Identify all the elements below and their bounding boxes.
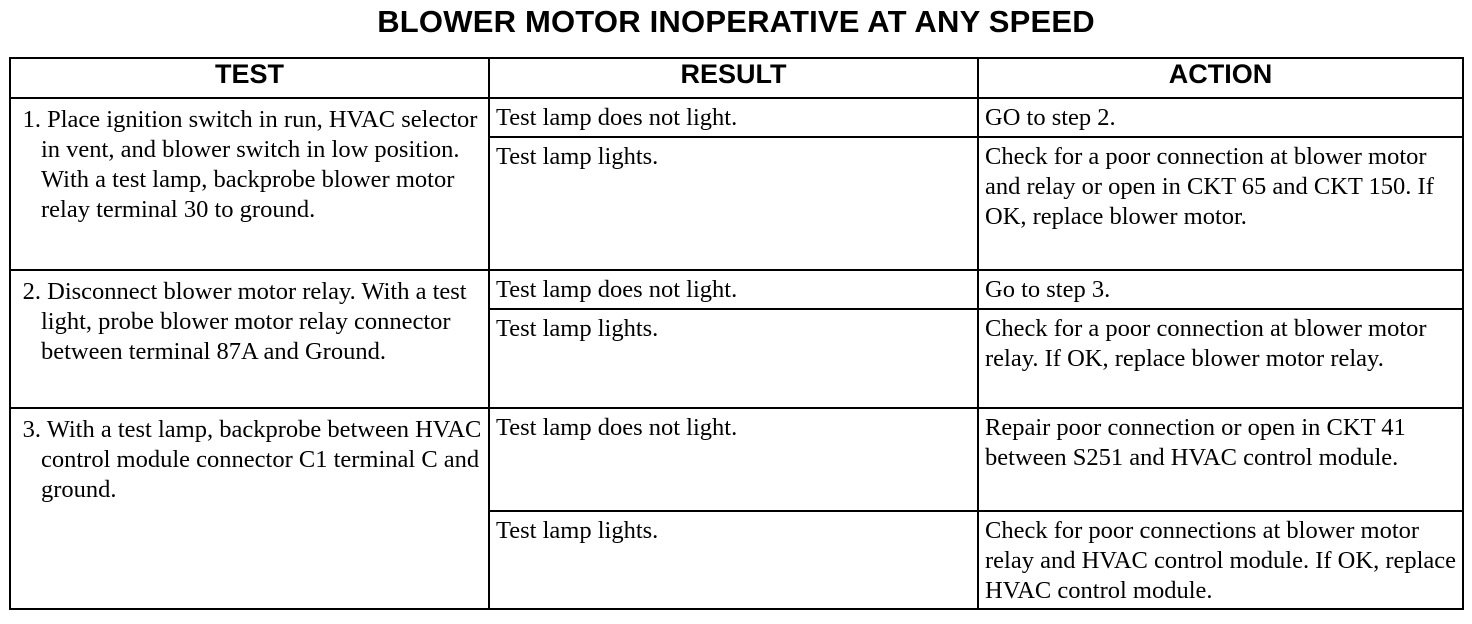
- header-result: RESULT: [489, 58, 978, 98]
- result-cell: [489, 408, 978, 511]
- action-cell: [978, 98, 1463, 137]
- result-cell: [489, 511, 978, 609]
- header-row: [10, 58, 1463, 98]
- result-cell: [489, 137, 978, 270]
- test-cell-step-1: [10, 98, 489, 270]
- action-cell: [978, 511, 1463, 609]
- action-cell: [978, 309, 1463, 408]
- action-text: Go to step 3.: [985, 276, 1111, 303]
- step-number: 1.: [22, 106, 41, 133]
- test-text: Place ignition switch in run, HVAC selector in vent, and blower switch in low position. With a test lamp, backprobe blower motor relay terminal 30 to ground.: [41, 106, 478, 223]
- result-text: Test lamp lights.: [496, 315, 659, 342]
- action-cell: [978, 408, 1463, 511]
- result-text: Test lamp does not light.: [496, 276, 738, 303]
- result-cell: [489, 309, 978, 408]
- diagnostic-table: [9, 57, 1464, 610]
- test-cell-step-2: [10, 270, 489, 408]
- table-row: [10, 408, 1463, 511]
- test-cell-step-3: [10, 408, 489, 609]
- test-text: Disconnect blower motor relay. With a test light, probe blower motor relay connector between terminal 87A and Ground.: [41, 278, 467, 365]
- action-text: Check for a poor connection at blower motor relay. If OK, replace blower motor relay.: [985, 315, 1427, 372]
- result-text: Test lamp does not light.: [496, 414, 738, 441]
- table-row: [10, 98, 1463, 137]
- action-text: Check for poor connections at blower motor relay and HVAC control module. If OK, replace HVAC control module.: [985, 517, 1457, 604]
- result-text: Test lamp does not light.: [496, 104, 738, 131]
- action-text: Check for a poor connection at blower motor and relay or open in CKT 65 and CKT 150. If OK, replace blower motor.: [985, 143, 1434, 230]
- page-title: BLOWER MOTOR INOPERATIVE AT ANY SPEED: [377, 4, 1095, 39]
- action-text: GO to step 2.: [985, 104, 1116, 131]
- table-row: [10, 270, 1463, 309]
- action-text: Repair poor connection or open in CKT 41 between S251 and HVAC control module.: [985, 414, 1406, 471]
- action-cell: [978, 270, 1463, 309]
- step-number: 3.: [22, 416, 41, 443]
- header-test: TEST: [10, 58, 489, 98]
- test-text: With a test lamp, backprobe between HVAC control module connector C1 terminal C and ground.: [41, 416, 482, 503]
- action-cell: [978, 137, 1463, 270]
- result-text: Test lamp lights.: [496, 143, 659, 170]
- result-text: Test lamp lights.: [496, 517, 659, 544]
- step-number: 2.: [22, 278, 41, 305]
- result-cell: [489, 270, 978, 309]
- header-action: ACTION: [978, 58, 1463, 98]
- result-cell: [489, 98, 978, 137]
